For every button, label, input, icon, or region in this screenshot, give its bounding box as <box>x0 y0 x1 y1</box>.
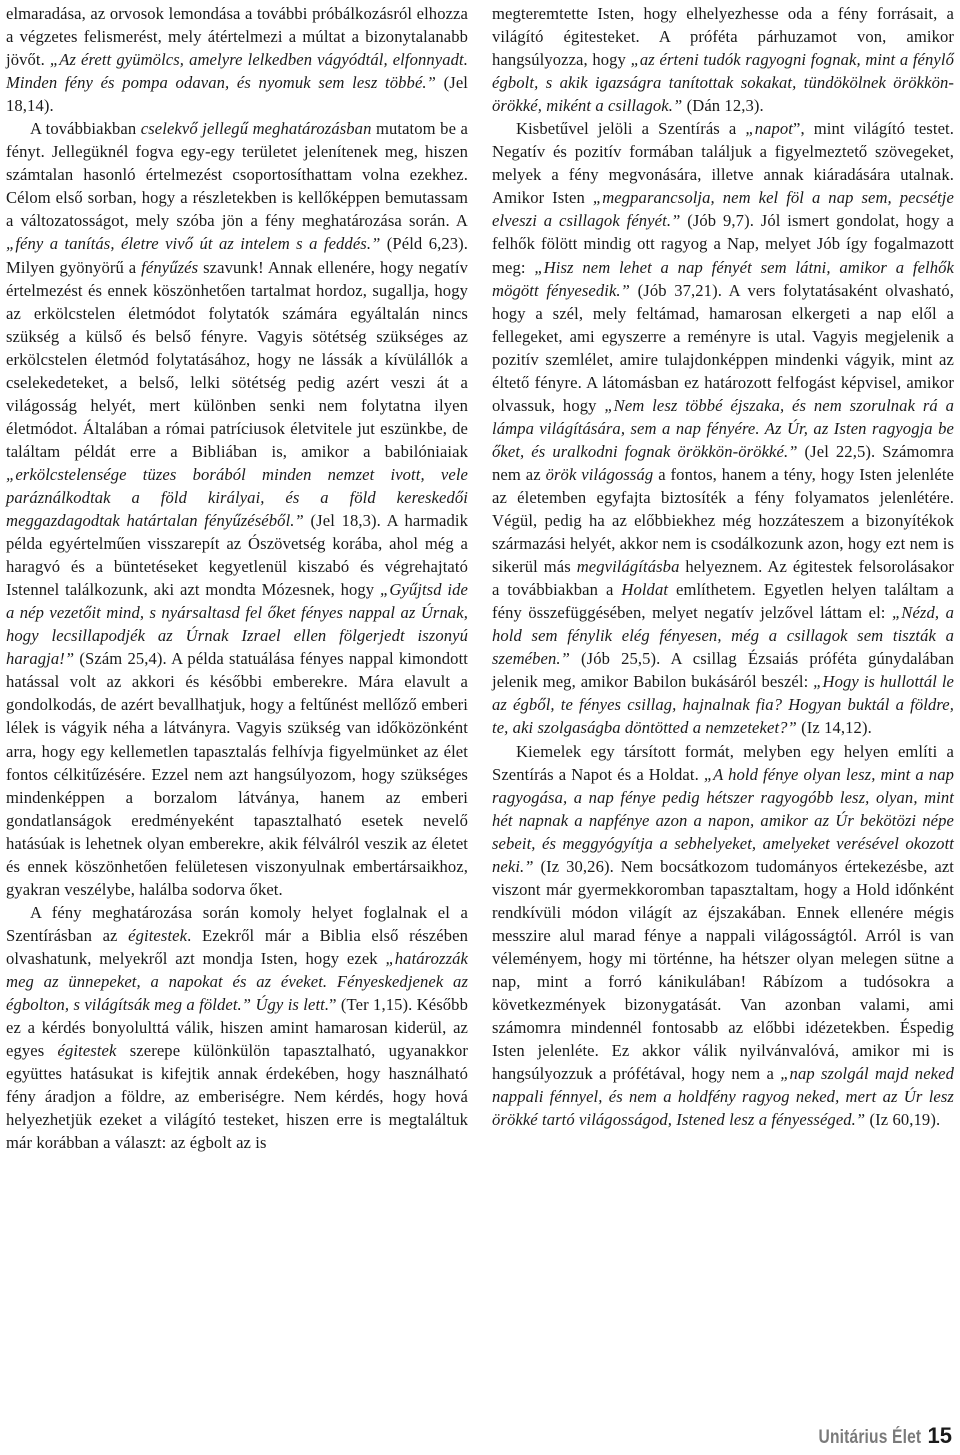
quoted-text: „nap szolgál majd neked nappali fénnyel, és nem a holdfény ragyog neked, mert az Úr lesz örökké tartó világosságod, Istened lesz a fényességed.” <box>492 1064 954 1130</box>
paragraph <box>6 2 468 117</box>
text-run: A továbbiakban <box>30 119 141 139</box>
paragraph <box>492 117 954 739</box>
left-column <box>6 2 468 1154</box>
text-run: megteremtette Isten, hogy elhelyezhesse oda a fény forrásait, a világító égitesteket. A próféta párhuzamot von, amikor hangsúlyozza, hogy <box>492 4 954 70</box>
quoted-text: égitestek <box>128 925 188 945</box>
quoted-text: „Nem lesz többé éjszaka, és nem szorulnak rá a lámpa világítására, sem a nap fényére. Az Úr, az Isten ragyogja be őket, és uralkodni fognak örökkön-örökké.” <box>492 395 954 461</box>
text-run: ”, mint világító testet. Negatív és pozitív formában találjuk a figyelmeztető szövegeket, melyek a fény megvonására, illetve annak kiáradására utalnak. Amikor Isten <box>492 119 954 208</box>
text-run: Kiemelek egy társított formát, melyben egy helyen említi a Szentírás a Napot és a Holdat. <box>492 741 954 784</box>
quoted-text: „Nézd, a hold sem fénylik elég fényesen, még a csillagok sem tiszták a szemében.” <box>492 603 954 669</box>
text-run: (Péld 6,23). Milyen gyönyörű a <box>6 234 469 277</box>
quoted-text: „Hisz nem lehet a nap fényét sem látni, amikor a felhők mögött fényesedik.” <box>492 257 955 300</box>
text-run: a fontos, hanem a tény, hogy Isten jelenléte az életemben egyfajta biztosíték a fény folyamatos jelenlétére. Végül, pedig ha az előbbiekhez még hozzáteszem a bizonyítékok származási helyét, akkor nem is csodálkozunk azon, hogy ezt nem is sikerül más <box>492 464 955 577</box>
page-number: 15 <box>927 1423 952 1448</box>
text-run: (Jób 37,21). A vers folytatásaként olvasható, hogy a szél, mely feltámad, hamarosan elkergeti a nap elől a fellegeket, ami egyszerre a reményre is utal. Vagyis megjelenik a pozitív szemlélet, amire tulajdonképpen mindenki vágyik, mint az éltető fényre. A látomásban ez határozott felfogást képvisel, amikor olvassuk, hogy <box>492 280 954 415</box>
quoted-text: „határozzák meg az ünnepeket, a napokat és az éveket. Fényeskedjenek az égbolton, s világítsák meg a földet.” Úgy is lett. <box>6 948 468 1015</box>
right-column <box>492 2 954 1154</box>
quoted-text: „Gyűjtsd ide a nép vezetőit mind, s nyársaltasd fel őket fényes nappal az Úrnak, hogy lecsillapodjék az Úrnak Izrael ellen fölgerjedt iszonyú haragja!” <box>6 580 468 669</box>
text-run: mutatom be a fényt. Jellegüknél fogva egy-egy területet jelenítenek meg, hiszen számtalan hasonló értelmezést csoportosíthattam volna ezekhez. Célom első sorban, hogy a részletekben is kellőképpen bemutassam a változatosságot, mely szóba jön a fény meghatározása során. A <box>6 119 468 231</box>
quoted-text: „erkölcstelensége tüzes borából minden nemzet ivott, vele paráználkodtak a föld királyai, és a föld kereskedői meggazdagodtak határtalan fényűzéséből.” <box>6 464 468 531</box>
quoted-text: örök világosság <box>545 464 654 484</box>
publication-title: Unitárius Élet <box>818 1427 922 1448</box>
quoted-text: fényűzés <box>141 257 199 277</box>
article-columns <box>6 2 954 1154</box>
paragraph <box>6 117 468 901</box>
text-run: (Jel 18,3). A harmadik példa egyértelműen visszarepít az Ószövetség korába, ahol még a haragvó és a büntetéseket kegyetlenül kiszabó és végrehajtató Istennel találkozunk, aki azt mondta Mózesnek, hogy <box>6 511 468 600</box>
text-run: helyeznem. Az égitestek felsorolásakor a továbbiakban a <box>492 557 954 600</box>
quoted-text: megvilágításba <box>576 557 680 577</box>
quoted-text: „fény a tanítás, életre vivő út az intelem s a feddés.” <box>6 234 381 254</box>
text-run: A fény meghatározása során komoly helyet foglalnak el a Szentírásban az <box>6 902 468 945</box>
paragraph <box>6 901 468 1155</box>
text-run: Kisbetűvel jelöli a Szentírás a <box>516 119 746 139</box>
quoted-text: cselekvő jellegű meghatározásban <box>140 119 372 139</box>
text-run: (Iz 30,26). Nem bocsátkozom tudományos értekezésbe, azt viszont már gyermekkoromban tapasztaltam, hogy a Hold időnként rendkívüli módon világít az éjszakában. Ennek ellenére mégis messzire alul marad fénye a nappali világosságtól. Arról is van véleményem, hogy mi történne, ha hétszer olyan melegen sütne a nap, mint a forró kánikulában! Rábízom a tudósokra a következmények bizonygatását. Van azonban valami, ami számomra mindennél fontosabb az előbbi idézetekben. Éspedig Isten jelenléte. Ez akkor válik nyilvánvalóvá, amikor mi is hangsúlyozzuk a prófétával, hogy nem a <box>492 856 954 1084</box>
quoted-text: „A hold fénye olyan lesz, mint a nap ragyogása, a nap fénye pedig hétszer ragyogóbb lesz, olyan, mint hét napnak a napfénye azon a napon, amikor az Úr bekötözi népe sebeit, és meggyógyítja a sebhelyeket, amelyeket verésével okozott neki.” <box>492 764 954 876</box>
paragraph <box>492 2 954 117</box>
text-run: említhetem. Egyetlen helyen találtam a fény összefüggésében, melyet negatív jelzővel láttam el: <box>492 580 954 623</box>
quoted-text: „napot <box>745 119 794 139</box>
text-run: (Jel 22,5). Számomra nem az <box>492 441 954 484</box>
paragraph <box>492 740 954 1132</box>
text-run: elmaradása, az orvosok lemondása a további próbálkozásról elhozza a végzetes felismerést, mely átértelmezi a múltat a bizonytalanabb jövőt. <box>6 4 468 70</box>
text-run: . Ezekről már a Biblia első részében olvashatunk, melyekről azt mondja Isten, hogy ezek <box>6 925 468 968</box>
text-run: (Jób 25,5). A csillag Ézsaiás próféta gúnydalában jelenik meg, amikor Babilon bukásáról beszél: <box>492 649 954 692</box>
text-run: (Szám 25,4). A példa statuálása fényes nappal kimondott hatással volt az akkori és későbbi emberekre. Mára elavult a gondolkodás, de azért bevallhatjuk, hogy a feltűnést mellőző emberi lélek is vágyik néha a látványra. Vagyis szükség van időközönként arra, hogy egy kellemetlen tapasztalás felhívja figyelmünket az élet fontos célkitűzésére. Ezzel nem azt hangsúlyozom, hogy szükséges mindenképpen a borzalom látványa, hanem az emberi gondatlanságok eredményeként tapasztalható esetek nevelő hatásúak is lehetnek olyan emberekre, akik félválról veszik az életet és ennek köszönhetően felületesen viszonyulnak embertársaikhoz, gyakran veszélybe, halálba sodorva őket. <box>6 649 468 899</box>
text-run: (Jel 18,14). <box>6 73 468 116</box>
quoted-text: „megparancsolja, nem kel föl a nap sem, pecsétje elveszi a csillagok fényét.” <box>492 188 954 231</box>
quoted-text: „az érteni tudók ragyogni fognak, mint a fénylő égbolt, s akik igazságra tanítottak sokakat, tündökölnek örökkön-örökké, miként a csillagok.” <box>492 50 954 116</box>
text-run: (Iz 14,12). <box>796 718 872 738</box>
page-footer <box>796 1423 952 1451</box>
text-run: (Dán 12,3). <box>682 96 764 116</box>
quoted-text: „Hogy is hullottál le az égből, te fényes csillag, hajnalnak fia? Hogyan buktál a földre, te, aki szolgaságba döntötted a nemzeteket?” <box>492 672 955 738</box>
quoted-text: Holdat <box>621 580 669 600</box>
text-run: szavunk! Annak ellenére, hogy negatív értelmezést és ennek köszönhetően tartalmat hordoz, sugallja, hogy az erkölcstelen életmódot folytatók számára egyáltalán nincs szükség a külső és belső fényre. Vagyis sötétség szükséges az erkölcstelen életmód folytatásához, hogy ne lássák a kívülállók a cselekedeteket, a belső, lelki sötétség pedig azért veszi át a világosság helyét, mert különben senki nem folytatna ilyen életmódot. Általában a római patríciusok életvitele jut eszünkbe, de találtam példát erre a Bibliában is, amikor a babilóniaiak <box>6 257 468 461</box>
text-run: szerepe különkülön tapasztalható, ugyanakkor együttes hatásukat is kifejtik annak érdekében, hogy használható fény áradjon a földre, az emberiségre. Nem kérdés, hogy hová helyezhetjük ezeket a világító testeket, hiszen erre is megtaláltuk már korábban a választ: az égbolt az is <box>6 1041 468 1153</box>
text-run: (Iz 60,19). <box>865 1110 941 1130</box>
text-run: (Jób 9,7). Jól ismert gondolat, hogy a felhők fölött mindig ott ragyog a Nap, melyet Jób így fogalmazott meg: <box>492 211 954 277</box>
text-run: ” (Ter 1,15). Később ez a kérdés bonyolulttá válik, hiszen amint hamarosan kiderül, az egyes <box>6 995 468 1061</box>
quoted-text: „Az érett gyümölcs, amelyre lelkedben vágyódtál, elfonnyadt. Minden fény és pompa odavan, és nyomuk sem lesz többé.” <box>6 50 468 93</box>
quoted-text: égitestek <box>57 1041 117 1061</box>
